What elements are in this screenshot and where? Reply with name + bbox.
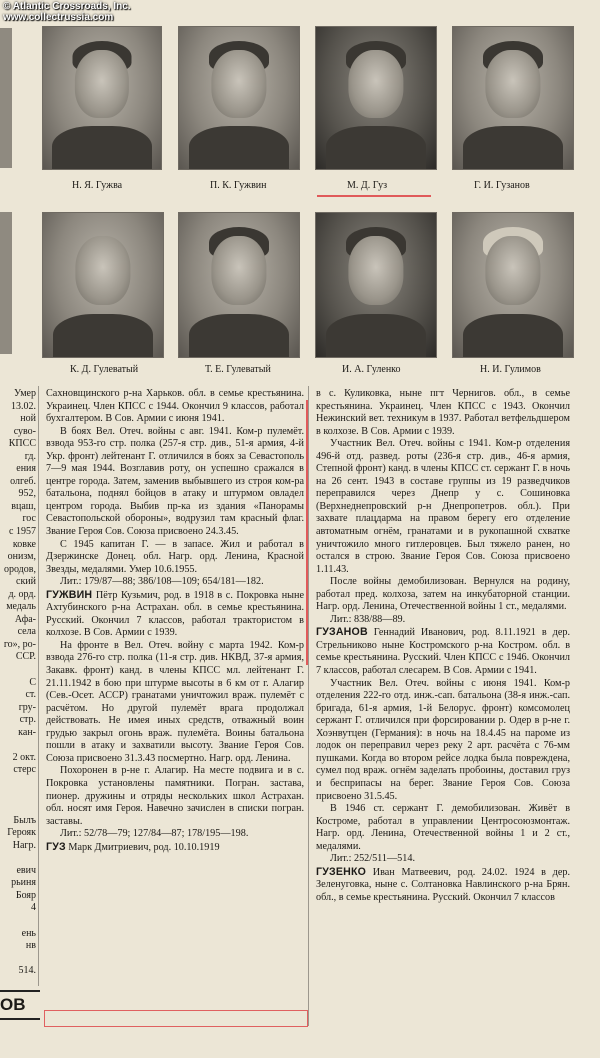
- text-fragment: 2 окт.: [12, 751, 36, 763]
- text-fragment: медаль: [6, 601, 36, 613]
- partial-photo-left-mid: [0, 212, 12, 354]
- watermark: © Atlantic Crossroads, Inc. www.collectrussia.com: [3, 1, 131, 23]
- text-fragment: онизм,: [7, 551, 36, 563]
- portrait-photo: [178, 212, 300, 358]
- text-fragment: суво-: [13, 425, 36, 437]
- text-fragment: Герояк: [7, 827, 36, 839]
- highlight-vertical: [306, 400, 308, 665]
- photo-caption: Н. И. Гулимов: [480, 364, 541, 375]
- text-fragment: 952,: [18, 488, 36, 500]
- photo-caption: Т. Е. Гулеватый: [205, 364, 271, 375]
- entry-surname: ГУЗ: [46, 840, 66, 853]
- text-fragment: с 1957: [9, 526, 36, 538]
- paragraph: На фронте в Вел. Отеч. войну с марта 1942. Ком-р взвода 276-го стр. полка (11-я стр. див. НКВД, 37-я армия, Закавк. фронт) канд. в члены КПСС мл. лейтенант Г. 21.11.1942 в бою при штурме высоты в 6 км от г. Алагир (Сев.-Осет. АССР) гранатами уничтожил враж. пулемёт с расчётом. Но другой пулемёт врага продолжал действовать. Не имея иных средств, отважный воин грудью закрыл огонь враж. пулемёта. Воины батальона пошли в атаку и захватили высоту. Звание Героя Сов. Союза присвоено 31.3.43 посмертно. Нагр. орд. Ленина.: [46, 639, 304, 764]
- text-fragment: ения: [16, 463, 36, 475]
- text-fragment: КПСС: [8, 438, 36, 450]
- text-fragment: ковке: [12, 538, 36, 550]
- text-fragment: Нагр.: [12, 839, 36, 851]
- text-column-middle: [46, 388, 304, 854]
- portrait-photo: [452, 26, 574, 170]
- entry-header: ГУЗЕНКО Иван Матвеевич, род. 24.02. 1924 в дер. Зеленуговка, ныне с. Солтановка Навлинского р-на Брян. обл., в семье крестьянина. Русский. Окончил 7 классов: [316, 865, 570, 903]
- text-fragment: [0, 739, 36, 752]
- text-fragment: Былъ: [13, 814, 36, 826]
- text-fragment: вцаш,: [11, 500, 36, 512]
- portrait-photo: [42, 212, 164, 358]
- text-fragment: нв: [25, 940, 36, 952]
- paragraph: В боях Вел. Отеч. войны с авг. 1941. Ком-р пулемёт. взвода 953-го стр. полка (257-я стр. див., 51-я армия, 4-й Укр. фронт) лейтенант Г. отличился в боях за Севастополь 7—9 мая 1944. Возглавив роту, он успешно сражался в центре города. Затем, заменив выбывшего из строя ком-ра батальона, поднял бойцов в атаку и штурмом овладел центром города. Выбив пр-ка из здания «Панорамы Севастопольской обороны», водрузил там красный флаг. Звание Героя Сов. Союза присвоено 24.3.45.: [46, 425, 304, 538]
- literature-reference: Лит.: 838/88—89.: [330, 613, 406, 625]
- paragraph: Участник Вел. Отеч. войны с июня 1941. Ком-р отделения 222-го отд. инж.-сап. батальона (38-я инж.-сап. бригада, 61-я армия, 1-й Белорус. фронт) комсомолец сержант Г. отличился при форсировании р. Одер в р-не г. Хоэнвутцен (Германия): в ночь на 18.4.45 на пароме из лодок он переправил через реку 2 арт. расчёта с 76-мм пушками. Когда во втором рейсе лодка была повреждена, сумел под враж. огнём заделать пробоины, доставил груз и бесприпасы на берег. Звание Героя Сов. Союза присвоено 31.5.45.: [316, 677, 570, 802]
- text-fragment: го», ро-: [3, 638, 36, 650]
- text-fragment: гд.: [24, 450, 36, 462]
- paragraph: в с. Куликовка, ныне пгт Чернигов. обл., в семье крестьянина. Украинец. Член КПСС с 1943. Окончил Нежинский вет. техникум в 1937. Работал ветфельдшером в колхозе. В Сов. Армии с 1939.: [316, 388, 570, 437]
- literature-reference: Лит.: 179/87—88; 386/108—109; 654/181—182.: [60, 576, 264, 588]
- photo-caption: И. А. Гуленко: [342, 364, 401, 375]
- text-fragment: [0, 953, 36, 966]
- text-fragment: Умер: [14, 388, 36, 399]
- text-fragment: Бояр: [15, 889, 36, 901]
- text-fragment: ородов,: [3, 563, 36, 575]
- section-heading-fragment: ОВ: [0, 990, 40, 1020]
- paragraph: Участник Вел. Отеч. войны с 1941. Ком-р отделения 496-й отд. развед. роты (236-я стр. див., 46-я армия, Степной фронт) канд. в члены КПСС ст. сержант Г. в ночь на 26 сент. 1943 в составе группы из 19 разведчиков переправился через Днепр у с. Сошиновка (Верхнеднепровский р-н Днепропетров. обл.). При захвате плацдарма на правом берегу его отделение автоматным огнём, гранатами и в рукопашной схватке уничтожило много гитлеровцев. Был тяжело ранен, но остался в строю. Звание Героя Сов. Союза присвоено 1.11.43.: [316, 438, 570, 575]
- text-fragment: ССР.: [15, 651, 36, 663]
- highlight-underline: [317, 195, 431, 197]
- column-divider: [38, 386, 39, 986]
- text-fragment: [0, 852, 36, 865]
- text-fragment: кан-: [18, 726, 36, 738]
- portrait-photo: [315, 26, 437, 170]
- paragraph: В 1946 ст. сержант Г. демобилизован. Живёт в Костроме, работал в управлении Центросоюзмонтаж. Нагр. орд. Ленина, Отечественной войны 1 и 2 ст., медалями.: [316, 803, 570, 852]
- text-fragment: С: [29, 676, 36, 688]
- portrait-photo: [452, 212, 574, 358]
- portrait-photo: [42, 26, 162, 170]
- photo-caption: Г. И. Гузанов: [474, 180, 530, 191]
- portrait-photo: [315, 212, 437, 358]
- text-fragment: ной: [20, 413, 36, 425]
- entry-header: ГУЗ Марк Дмитриевич, род. 10.10.1919: [46, 840, 220, 853]
- entry-surname: ГУЗАНОВ: [316, 626, 368, 639]
- text-fragment: [0, 777, 36, 790]
- left-column-fragment: [0, 388, 36, 978]
- column-divider: [308, 386, 309, 1026]
- highlight-box: [44, 1010, 308, 1027]
- text-fragment: д. орд.: [8, 588, 36, 600]
- text-fragment: Афа-: [14, 613, 36, 625]
- text-fragment: ень: [21, 927, 36, 939]
- paragraph: Похоронен в р-не г. Алагир. На месте подвига и в с. Покровка установлены памятники. Погран. застава, пионер. дружины и отряды нескольких школ Астрахан. обл. носят имя Героя. Навечно зачислен в списки погран. заставы.: [46, 765, 304, 827]
- partial-photo-left-top: [0, 28, 12, 168]
- text-fragment: [0, 915, 36, 928]
- portrait-photo: [178, 26, 300, 170]
- text-fragment: евич: [16, 864, 36, 876]
- entry-surname: ГУЖВИН: [46, 588, 93, 601]
- text-column-right: [316, 388, 570, 904]
- entry-header: ГУЖВИН Пётр Кузьмич, род. в 1918 в с. Покровка ныне Ахтубинского р-на Астрахан. обл. в семье крестьянина. Русский. Окончил 7 классов, работал трактористом в колхозе. В Сов. Армии с 1939.: [46, 588, 304, 639]
- entry-header: ГУЗАНОВ Геннадий Иванович, род. 8.11.1921 в дер. Стрельниково ныне Костромского р-на Костром. обл. в семье крестьянина. Русский. Член КПСС с 1946. Окончил 7 классов, работал слесарем. В Сов. Армии с 1941.: [316, 626, 570, 677]
- photo-caption: П. К. Гужвин: [210, 180, 267, 191]
- paragraph: С 1945 капитан Г. — в запасе. Жил и работал в Дзержинске Донец. обл. Нагр. орд. Ленина, Красной Звезды, медалями. Умер 10.6.1955.: [46, 538, 304, 575]
- text-fragment: стерс: [13, 764, 36, 776]
- text-fragment: 514.: [18, 965, 36, 977]
- text-fragment: рьиня: [11, 877, 36, 889]
- literature-reference: Лит.: 252/511—514.: [330, 853, 416, 865]
- literature-reference: Лит.: 52/78—79; 127/84—87; 178/195—198.: [60, 828, 249, 840]
- text-fragment: ский: [16, 576, 36, 588]
- text-fragment: олгеб.: [10, 475, 36, 487]
- text-fragment: [0, 790, 36, 803]
- text-fragment: [0, 802, 36, 815]
- text-fragment: гру-: [18, 701, 36, 713]
- text-fragment: 4: [31, 902, 36, 914]
- text-fragment: стр.: [19, 714, 36, 726]
- text-fragment: 13.02.: [11, 400, 36, 412]
- text-fragment: гос: [22, 513, 36, 525]
- entry-surname: ГУЗЕНКО: [316, 865, 367, 878]
- text-fragment: села: [17, 626, 36, 638]
- photo-caption: К. Д. Гулеватый: [70, 364, 139, 375]
- photo-caption: Н. Я. Гужва: [72, 180, 123, 191]
- paragraph: Сахновщинского р-на Харьков. обл. в семье крестьянина. Украинец. Член КПСС с 1944. Окончил 9 классов, работал бухгалтером. В Сов. Армии с июня 1941.: [46, 388, 304, 425]
- text-fragment: [0, 664, 36, 677]
- photo-caption: М. Д. Гуз: [347, 180, 388, 191]
- text-fragment: ст.: [25, 689, 36, 701]
- paragraph: После войны демобилизован. Вернулся на родину, работал пред. колхоза, затем на инкубаторной станции. Нагр. орд. Ленина, Отечественной войны 1 ст., медалями.: [316, 576, 570, 613]
